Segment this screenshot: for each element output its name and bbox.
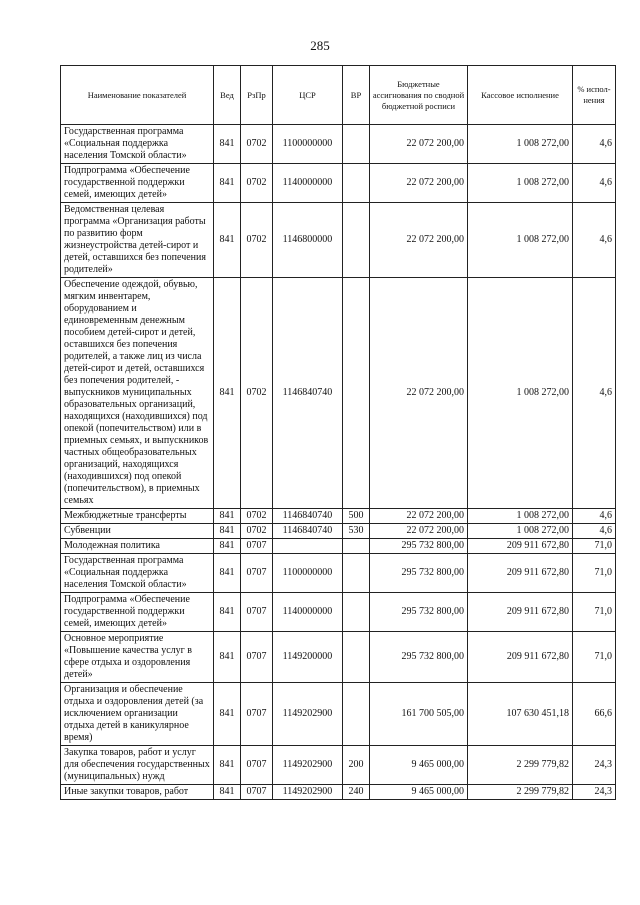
cell-percent: 4,6	[573, 524, 616, 539]
cell-csr: 1100000000	[273, 125, 343, 164]
cell-name: Закупка товаров, работ и услуг для обеспечения государственных (муниципальных) нужд	[61, 746, 214, 785]
header-percent: % испол-нения	[573, 66, 616, 125]
cell-vr	[343, 125, 370, 164]
cell-cash: 1 008 272,00	[468, 524, 573, 539]
cell-csr: 1149200000	[273, 632, 343, 683]
cell-budget: 9 465 000,00	[370, 746, 468, 785]
cell-name: Организация и обеспечение отдыха и оздоровления детей (за исключением организации отдыха детей в каникулярное время)	[61, 683, 214, 746]
table-row	[61, 524, 616, 539]
cell-csr: 1140000000	[273, 593, 343, 632]
table-row	[61, 539, 616, 554]
cell-rzpr: 0707	[241, 539, 273, 554]
cell-vr	[343, 203, 370, 278]
cell-name: Молодежная политика	[61, 539, 214, 554]
header-cash: Кассовое исполнение	[468, 66, 573, 125]
cell-vr	[343, 539, 370, 554]
cell-csr: 1140000000	[273, 164, 343, 203]
cell-csr: 1146840740	[273, 524, 343, 539]
cell-name: Подпрограмма «Обеспечение государственной поддержки семей, имеющих детей»	[61, 593, 214, 632]
cell-budget: 22 072 200,00	[370, 278, 468, 509]
cell-rzpr: 0702	[241, 164, 273, 203]
cell-percent: 24,3	[573, 785, 616, 800]
cell-ved: 841	[214, 683, 241, 746]
table-row	[61, 554, 616, 593]
table-row	[61, 164, 616, 203]
cell-budget: 22 072 200,00	[370, 164, 468, 203]
table-row	[61, 125, 616, 164]
cell-cash: 1 008 272,00	[468, 125, 573, 164]
cell-percent: 71,0	[573, 632, 616, 683]
cell-csr: 1146840740	[273, 509, 343, 524]
cell-budget: 161 700 505,00	[370, 683, 468, 746]
cell-vr: 500	[343, 509, 370, 524]
cell-name: Иные закупки товаров, работ	[61, 785, 214, 800]
cell-rzpr: 0702	[241, 524, 273, 539]
cell-cash: 209 911 672,80	[468, 632, 573, 683]
cell-cash: 2 299 779,82	[468, 746, 573, 785]
cell-rzpr: 0707	[241, 746, 273, 785]
cell-vr	[343, 164, 370, 203]
cell-vr: 530	[343, 524, 370, 539]
cell-ved: 841	[214, 746, 241, 785]
cell-budget: 22 072 200,00	[370, 524, 468, 539]
cell-rzpr: 0707	[241, 632, 273, 683]
cell-csr: 1149202900	[273, 785, 343, 800]
cell-csr: 1100000000	[273, 554, 343, 593]
cell-ved: 841	[214, 554, 241, 593]
cell-budget: 22 072 200,00	[370, 125, 468, 164]
cell-rzpr: 0702	[241, 509, 273, 524]
cell-cash: 209 911 672,80	[468, 554, 573, 593]
table-row	[61, 593, 616, 632]
cell-percent: 66,6	[573, 683, 616, 746]
table-row	[61, 203, 616, 278]
cell-cash: 1 008 272,00	[468, 203, 573, 278]
cell-rzpr: 0702	[241, 278, 273, 509]
cell-percent: 4,6	[573, 125, 616, 164]
cell-cash: 107 630 451,18	[468, 683, 573, 746]
cell-ved: 841	[214, 203, 241, 278]
cell-name: Обеспечение одеждой, обувью, мягким инвентарем, оборудованием и единовременным денежным пособием детей-сирот и детей, оставшихся без попечения родителей, а также лиц из числа детей-сирот и детей, оставшихся без попечения родителей, - выпускников муниципальных образовательных организаций, находящихся (находившихся) под опекой (попечительством) или в приемных семьях, и выпускников частных общеобразовательных организаций, находящихся (находившихся) под опекой (попечительством), в приемных семьях	[61, 278, 214, 509]
cell-vr: 200	[343, 746, 370, 785]
cell-cash: 209 911 672,80	[468, 539, 573, 554]
cell-ved: 841	[214, 785, 241, 800]
cell-ved: 841	[214, 164, 241, 203]
budget-execution-table	[60, 65, 616, 800]
cell-rzpr: 0707	[241, 785, 273, 800]
cell-cash: 1 008 272,00	[468, 164, 573, 203]
cell-ved: 841	[214, 524, 241, 539]
cell-csr	[273, 539, 343, 554]
cell-ved: 841	[214, 539, 241, 554]
cell-name: Субвенции	[61, 524, 214, 539]
cell-budget: 295 732 800,00	[370, 632, 468, 683]
cell-name: Государственная программа «Социальная поддержка населения Томской области»	[61, 554, 214, 593]
cell-ved: 841	[214, 125, 241, 164]
cell-cash: 209 911 672,80	[468, 593, 573, 632]
cell-vr	[343, 554, 370, 593]
table-row	[61, 632, 616, 683]
cell-rzpr: 0707	[241, 683, 273, 746]
cell-ved: 841	[214, 632, 241, 683]
cell-name: Основное мероприятие «Повышение качества услуг в сфере отдыха и оздоровления детей»	[61, 632, 214, 683]
cell-ved: 841	[214, 509, 241, 524]
table-header-row	[61, 66, 616, 125]
cell-vr	[343, 683, 370, 746]
cell-budget: 295 732 800,00	[370, 539, 468, 554]
header-name: Наименование показателей	[61, 66, 214, 125]
table-row	[61, 278, 616, 509]
cell-vr	[343, 278, 370, 509]
cell-name: Ведомственная целевая программа «Организация работы по развитию форм жизнеустройства детей-сирот и детей, оставшихся без попечения родителей»	[61, 203, 214, 278]
cell-rzpr: 0707	[241, 593, 273, 632]
cell-csr: 1146800000	[273, 203, 343, 278]
cell-csr: 1146840740	[273, 278, 343, 509]
cell-percent: 4,6	[573, 164, 616, 203]
cell-budget: 9 465 000,00	[370, 785, 468, 800]
cell-csr: 1149202900	[273, 683, 343, 746]
header-rzpr: РзПр	[241, 66, 273, 125]
cell-budget: 22 072 200,00	[370, 203, 468, 278]
cell-ved: 841	[214, 278, 241, 509]
cell-name: Межбюджетные трансферты	[61, 509, 214, 524]
cell-percent: 71,0	[573, 554, 616, 593]
cell-percent: 4,6	[573, 509, 616, 524]
header-budget: Бюджетные ассигнования по сводной бюджетной росписи	[370, 66, 468, 125]
cell-percent: 4,6	[573, 278, 616, 509]
cell-vr	[343, 632, 370, 683]
table-row	[61, 509, 616, 524]
cell-percent: 71,0	[573, 593, 616, 632]
table-body	[61, 125, 616, 800]
cell-percent: 24,3	[573, 746, 616, 785]
table-row	[61, 683, 616, 746]
cell-budget: 295 732 800,00	[370, 593, 468, 632]
table-row	[61, 746, 616, 785]
cell-name: Государственная программа «Социальная поддержка населения Томской области»	[61, 125, 214, 164]
cell-budget: 295 732 800,00	[370, 554, 468, 593]
cell-vr: 240	[343, 785, 370, 800]
cell-percent: 71,0	[573, 539, 616, 554]
cell-csr: 1149202900	[273, 746, 343, 785]
cell-ved: 841	[214, 593, 241, 632]
cell-cash: 1 008 272,00	[468, 278, 573, 509]
cell-percent: 4,6	[573, 203, 616, 278]
cell-rzpr: 0702	[241, 203, 273, 278]
cell-budget: 22 072 200,00	[370, 509, 468, 524]
cell-rzpr: 0707	[241, 554, 273, 593]
cell-vr	[343, 593, 370, 632]
cell-rzpr: 0702	[241, 125, 273, 164]
table-row	[61, 785, 616, 800]
cell-cash: 2 299 779,82	[468, 785, 573, 800]
header-csr: ЦСР	[273, 66, 343, 125]
header-vr: ВР	[343, 66, 370, 125]
cell-name: Подпрограмма «Обеспечение государственной поддержки семей, имеющих детей»	[61, 164, 214, 203]
page-number: 285	[310, 38, 330, 53]
cell-cash: 1 008 272,00	[468, 509, 573, 524]
header-ved: Вед	[214, 66, 241, 125]
